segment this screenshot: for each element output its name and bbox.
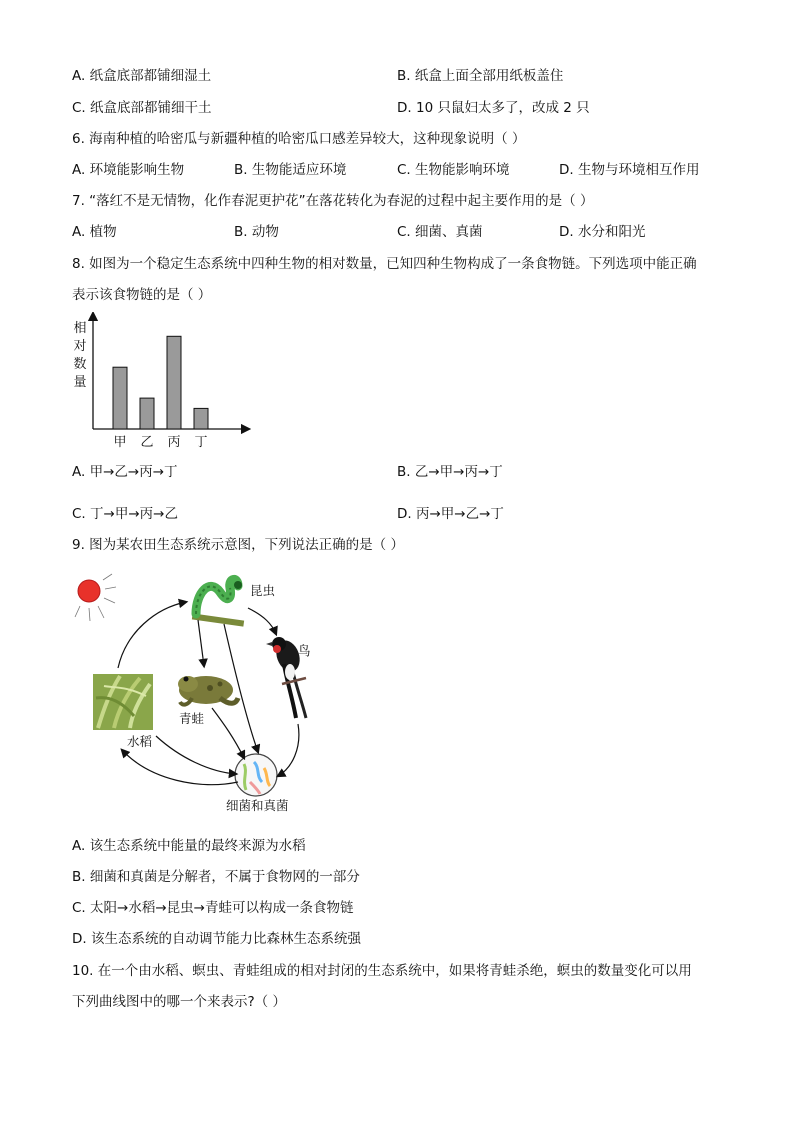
bar-3 — [194, 408, 208, 429]
q6-stem: 6. 海南种植的哈密瓜与新疆种植的哈密瓜口感差异较大，这种现象说明（ ） — [72, 131, 526, 147]
q7-stem: 7. “落红不是无情物，化作春泥更护花”在落花转化为春泥的过程中起主要作用的是（ ） — [72, 193, 594, 209]
q8-option-d: D. 丙→甲→乙→丁 — [397, 506, 504, 522]
x-tick-label-0: 甲 — [113, 435, 127, 450]
bacteria-fungi-icon — [235, 754, 277, 796]
label-decomposer: 细菌和真菌 — [226, 798, 289, 813]
y-axis-label-char-3: 量 — [73, 375, 87, 390]
q9-option-b: B. 细菌和真菌是分解者，不属于食物网的一部分 — [72, 869, 360, 885]
bar-2 — [167, 336, 181, 429]
rice-plant-icon — [93, 674, 153, 730]
q9-option-a: A. 该生态系统中能量的最终来源为水稻 — [72, 838, 306, 854]
q6-option-d: D. 生物与环境相互作用 — [559, 162, 700, 178]
q9-option-c: C. 太阳→水稻→昆虫→青蛙可以构成一条食物链 — [72, 900, 354, 916]
q8-bar-chart — [66, 312, 256, 457]
sun-icon — [75, 574, 116, 621]
arrow-bird-to-decomposer — [278, 724, 299, 776]
label-frog: 青蛙 — [179, 711, 205, 726]
caterpillar-icon — [192, 579, 244, 626]
q9-option-d: D. 该生态系统的自动调节能力比森林生态系统强 — [72, 931, 361, 947]
arrow-insect-to-frog — [198, 620, 204, 666]
q7-option-b: B. 动物 — [234, 224, 279, 240]
arrow-rice-to-insect — [118, 602, 186, 668]
q6-option-a: A. 环境能影响生物 — [72, 162, 185, 178]
q8-option-c: C. 丁→甲→丙→乙 — [72, 506, 178, 522]
arrow-rice-to-decomposer — [156, 736, 236, 774]
bar-1 — [140, 398, 154, 429]
q6-option-c: C. 生物能影响环境 — [397, 162, 510, 178]
q8-stem-line1: 8. 如图为一个稳定生态系统中四种生物的相对数量，已知四种生物构成了一条食物链。下列选项中能正确 — [72, 256, 697, 272]
q10-stem-line2: 下列曲线图中的哪一个来表示?（ ） — [72, 994, 286, 1010]
q9-ecosystem-diagram — [70, 568, 330, 824]
q5-option-c: C. 纸盒底部都铺细干土 — [72, 100, 212, 116]
q5-option-d: D. 10 只鼠妇太多了，改成 2 只 — [397, 100, 590, 116]
q10-stem-line1: 10. 在一个由水稻、螟虫、青蛙组成的相对封闭的生态系统中，如果将青蛙杀绝，螟虫的数量变化可以用 — [72, 963, 692, 979]
q8-option-b: B. 乙→甲→丙→丁 — [397, 464, 503, 480]
x-tick-label-2: 丙 — [167, 435, 181, 450]
y-axis-label-char-1: 对 — [73, 339, 87, 354]
x-tick-label-3: 丁 — [194, 435, 208, 450]
frog-icon — [178, 676, 238, 705]
label-insect: 昆虫 — [250, 583, 276, 598]
q7-option-a: A. 植物 — [72, 224, 117, 240]
q6-option-b: B. 生物能适应环境 — [234, 162, 347, 178]
q5-option-b: B. 纸盒上面全部用纸板盖住 — [397, 68, 564, 84]
q8-stem-line2: 表示该食物链的是（ ） — [72, 287, 212, 303]
q7-option-c: C. 细菌、真菌 — [397, 224, 483, 240]
label-rice: 水稻 — [127, 734, 153, 749]
y-axis-label-char-2: 数 — [73, 357, 87, 372]
q9-stem: 9. 图为某农田生态系统示意图，下列说法正确的是（ ） — [72, 537, 404, 553]
arrow-insect-to-bird — [248, 608, 276, 634]
y-axis-label-char-0: 相 — [73, 321, 87, 336]
arrow-frog-to-decomposer — [212, 708, 244, 758]
arrow-decomposer-to-rice — [122, 750, 238, 785]
q5-option-a: A. 纸盒底部都铺细湿土 — [72, 68, 212, 84]
x-tick-label-1: 乙 — [140, 435, 154, 450]
q7-option-d: D. 水分和阳光 — [559, 224, 646, 240]
label-bird: 鸟 — [298, 643, 311, 658]
bar-0 — [113, 367, 127, 429]
q8-option-a: A. 甲→乙→丙→丁 — [72, 464, 178, 480]
